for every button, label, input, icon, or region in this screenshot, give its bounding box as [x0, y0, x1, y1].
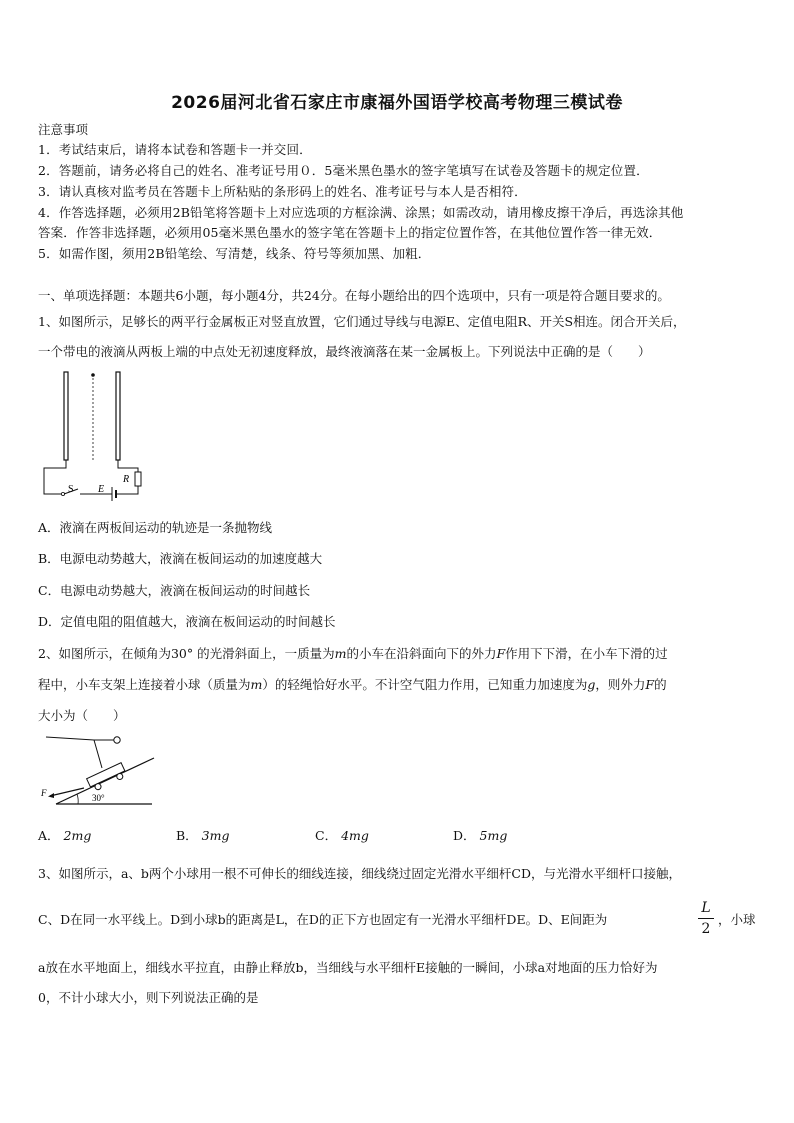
small-ball — [114, 737, 120, 743]
angle-label: 30° — [92, 793, 105, 803]
source-label: E — [98, 484, 105, 495]
droplet-dot — [91, 373, 95, 377]
incline-surface — [56, 758, 154, 804]
resistor — [135, 472, 141, 486]
notice-item-4-cont: 答案．作答非选择题，必须用05毫米黑色墨水的签字笔在答题卡上的指定位置作答，在其他位置作答一律无效． — [38, 225, 662, 240]
upper-line — [46, 737, 94, 740]
force-arrowhead — [48, 793, 54, 798]
notice-item-5: 5．如需作图，须用2B铅笔绘、写清楚，线条、符号等须加黑、加粗． — [38, 246, 431, 261]
q2-incline-figure — [38, 728, 156, 808]
left-wire — [44, 460, 66, 494]
force-arrow — [50, 788, 84, 796]
q1-circuit-figure — [38, 368, 148, 506]
force-label: F — [41, 788, 47, 798]
notice-item-4: 4．作答选择题，必须用2B铅笔将答题卡上对应选项的方框涂满、涂黑；如需改动，请用橡皮擦干净后，再选涂其他 — [38, 205, 684, 220]
q1-option-b: B．电源电动势越大，液滴在板间运动的加速度越大 — [38, 551, 323, 566]
angle-arc — [77, 794, 78, 804]
left-plate — [64, 372, 68, 460]
right-wire — [118, 460, 138, 472]
q3-stem-line-4: 0，不计小球大小，则下列说法正确的是 — [38, 990, 259, 1005]
cart-support — [94, 740, 102, 768]
notice-item-1: 1．考试结束后，请将本试卷和答题卡一并交回． — [38, 142, 312, 157]
fraction-l-over-2: L 2 — [698, 900, 714, 937]
q3-stem-line-3: a放在水平地面上，细线水平拉直，由静止释放b，当细线与水平细杆E接触的一瞬间，小球a对地面的压力恰好为 — [38, 960, 658, 975]
q2-option-a: A． 2mg — [38, 828, 92, 843]
q3-stem-line-1: 3、如图所示，a、b两个小球用一根不可伸长的细线连接，细线绕过固定光滑水平细杆CD，与光滑水平细杆口接触， — [38, 866, 681, 881]
q2-stem-line-1: 2、如图所示，在倾角为30° 的光滑斜面上，一质量为m的小车在沿斜面向下的外力F作用下下滑，在小车下滑的过 — [38, 646, 668, 661]
cart — [87, 763, 128, 793]
q2-stem-line-3: 大小为（ ） — [38, 708, 126, 723]
page-title: 2026届河北省石家庄市康福外国语学校高考物理三模试卷 — [171, 93, 623, 113]
q1-stem-line-2: 一个带电的液滴从两板上端的中点处无初速度释放，最终液滴落在某一金属板上。下列说法中正确的是（ ） — [38, 344, 651, 359]
section-heading: 一、单项选择题：本题共6小题，每小题4分，共24分。在每小题给出的四个选项中，只有一项是符合题目要求的。 — [38, 288, 670, 303]
q3-stem-line-2-tail: ，小球 — [718, 912, 756, 927]
q2-option-d: D． 5mg — [453, 828, 508, 843]
q2-option-c: C． 4mg — [315, 828, 369, 843]
q1-stem-line-1: 1、如图所示，足够长的两平行金属板正对竖直放置，它们通过导线与电源E、定值电阻R、开关S相连。闭合开关后， — [38, 314, 686, 329]
q1-option-a: A．液滴在两板间运动的轨迹是一条抛物线 — [38, 520, 273, 535]
q2-stem-line-2: 程中，小车支架上连接着小球（质量为m）的轻绳恰好水平。不计空气阻力作用，已知重力加速度为g，则外力F的 — [38, 677, 667, 692]
q2-option-b: B． 3mg — [176, 828, 230, 843]
notice-item-3: 3．请认真核对监考员在答题卡上所粘贴的条形码上的姓名、准考证号与本人是否相符． — [38, 184, 527, 199]
right-plate — [116, 372, 120, 460]
q1-option-c: C．电源电动势越大，液滴在板间运动的时间越长 — [38, 583, 311, 598]
notice-item-2: 2．答题前，请务必将自己的姓名、准考证号用０．5毫米黑色墨水的签字笔填写在试卷及答题卡的规定位置． — [38, 163, 649, 178]
switch-label: S — [68, 484, 74, 495]
resistor-label: R — [123, 474, 130, 485]
q3-stem-line-2: C、D在同一水平线上。D到小球b的距离是L，在D的正下方也固定有一光滑水平细杆DE。D、E间距为 — [38, 912, 608, 927]
notice-heading: 注意事项 — [38, 122, 89, 137]
q1-option-d: D．定值电阻的阻值越大，液滴在板间运动的时间越长 — [38, 614, 336, 629]
